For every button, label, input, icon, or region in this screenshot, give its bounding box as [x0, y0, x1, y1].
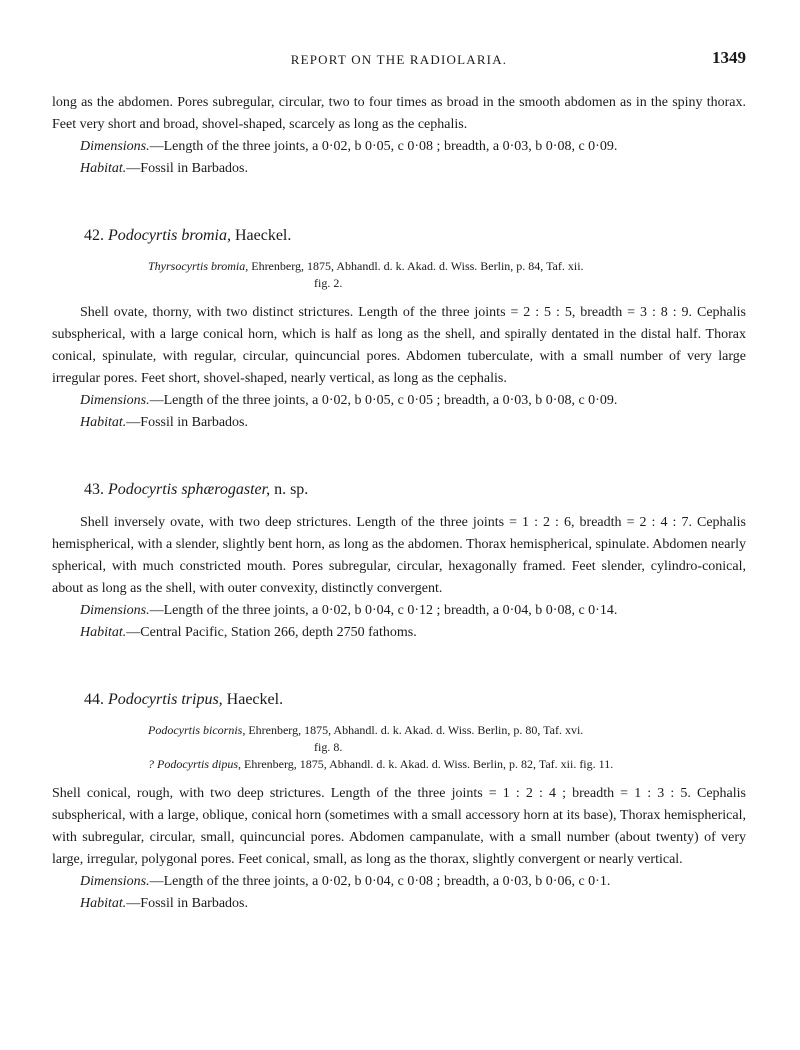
species-author: Haeckel. [226, 691, 284, 708]
species-entry-44 [52, 688, 746, 915]
synonym-reference [148, 258, 746, 292]
page-body [52, 92, 746, 915]
dimensions-label: Dimensions. [80, 874, 150, 889]
synonym-citation-continued: fig. 2. [314, 276, 343, 290]
synonym-name: Podocyrtis bicornis, [148, 723, 246, 737]
running-title: REPORT ON THE RADIOLARIA. [290, 52, 508, 67]
species-author: Haeckel. [234, 227, 292, 244]
species-title [84, 478, 746, 502]
habitat-line [52, 893, 746, 915]
species-description: Shell conical, rough, with two deep strictures. Length of the three joints = 1 : 2 : 4 ; breadth = 1 : 3 : 5. Cephalis subspherical, with a large, oblique, conical horn (sometimes with a small accessory horn at its base), Thorax hemispherical, with subregular, circular, small, quincuncial pores. Abdomen campanulate, with a small number (about twenty) of very large, irregular, polygonal pores. Feet conical, small, as long as the thorax, slightly convergent or nearly vertical. [52, 786, 746, 867]
species-name: Podocyrtis tripus, [108, 691, 223, 708]
species-number: 42. [84, 227, 104, 244]
species-number: 43. [84, 481, 104, 498]
dimensions-line [52, 871, 746, 893]
species-entry-43 [52, 478, 746, 644]
synonym-reference [148, 722, 746, 773]
habitat-label: Habitat. [80, 625, 127, 640]
habitat-text: —Fossil in Barbados. [126, 896, 249, 911]
dimensions-line [52, 390, 746, 412]
habitat-text: —Fossil in Barbados. [126, 161, 249, 176]
continued-entry [52, 92, 746, 180]
page-header [52, 48, 746, 74]
dimensions-label: Dimensions. [80, 603, 150, 618]
habitat-label: Habitat. [80, 161, 127, 176]
dimensions-text: —Length of the three joints, a 0·02, b 0·04, c 0·12 ; breadth, a 0·04, b 0·08, c 0·14. [149, 603, 618, 618]
species-description: Shell inversely ovate, with two deep strictures. Length of the three joints = 1 : 2 : 6, breadth = 2 : 4 : 7. Cephalis hemispherical, with a slender, slightly bent horn, as long as the abdomen. Thorax hemispherical, spinulate. Abdomen nearly spherical, with much constricted mouth. Pores subregular, circular, hexagonally framed. Feet slender, cylindro-conical, about as long as the shell, with outer convexity, distinctly convergent. [52, 515, 746, 596]
species-author: n. sp. [274, 481, 309, 498]
species-title [84, 224, 746, 248]
habitat-line [52, 412, 746, 434]
synonym-citation: Ehrenberg, 1875, Abhandl. d. k. Akad. d. Wiss. Berlin, p. 82, Taf. xii. fig. 11. [244, 757, 614, 771]
synonym-name: ? Podocyrtis dipus, [148, 757, 241, 771]
species-description: Shell ovate, thorny, with two distinct strictures. Length of the three joints = 2 : 5 : 5, breadth = 3 : 8 : 9. Cephalis subspherical, with a large conical horn, which is half as long as the shell, and spirally dentated in the distal half. Thorax conical, spinulate, with regular, circular, quincuncial pores. Abdomen tuberculate, with a small number of very large irregular pores. Feet short, shovel-shaped, nearly vertical, as long as the cephalis. [52, 305, 746, 386]
species-entry-42 [52, 224, 746, 434]
habitat-label: Habitat. [80, 415, 127, 430]
species-name: Podocyrtis bromia, [108, 227, 231, 244]
synonym-citation: Ehrenberg, 1875, Abhandl. d. k. Akad. d. Wiss. Berlin, p. 84, Taf. xii. [251, 259, 584, 273]
habitat-text: —Central Pacific, Station 266, depth 2750 fathoms. [126, 625, 417, 640]
habitat-text: —Fossil in Barbados. [126, 415, 249, 430]
species-number: 44. [84, 691, 104, 708]
synonym-name: Thyrsocyrtis bromia, [148, 259, 249, 273]
dimensions-text: —Length of the three joints, a 0·02, b 0·04, c 0·08 ; breadth, a 0·03, b 0·06, c 0·1. [149, 874, 611, 889]
habitat-line [52, 622, 746, 644]
habitat-label: Habitat. [80, 896, 127, 911]
dimensions-label: Dimensions. [80, 139, 150, 154]
continued-description: long as the abdomen. Pores subregular, circular, two to four times as broad in the smooth abdomen as in the spiny thorax. Feet very short and broad, shovel-shaped, scarcely as long as the cephalis. [52, 95, 746, 132]
habitat-line [52, 158, 746, 180]
synonym-citation: Ehrenberg, 1875, Abhandl. d. k. Akad. d. Wiss. Berlin, p. 80, Taf. xvi. [248, 723, 584, 737]
species-name: Podocyrtis sphærogaster, [108, 481, 271, 498]
species-title [84, 688, 746, 712]
dimensions-label: Dimensions. [80, 393, 150, 408]
synonym-citation-continued: fig. 8. [314, 740, 343, 754]
dimensions-text: —Length of the three joints, a 0·02, b 0·05, c 0·08 ; breadth, a 0·03, b 0·08, c 0·09. [149, 139, 618, 154]
dimensions-line [52, 600, 746, 622]
dimensions-text: —Length of the three joints, a 0·02, b 0·05, c 0·05 ; breadth, a 0·03, b 0·08, c 0·09. [149, 393, 618, 408]
dimensions-line [52, 136, 746, 158]
page-number: 1349 [712, 48, 746, 67]
